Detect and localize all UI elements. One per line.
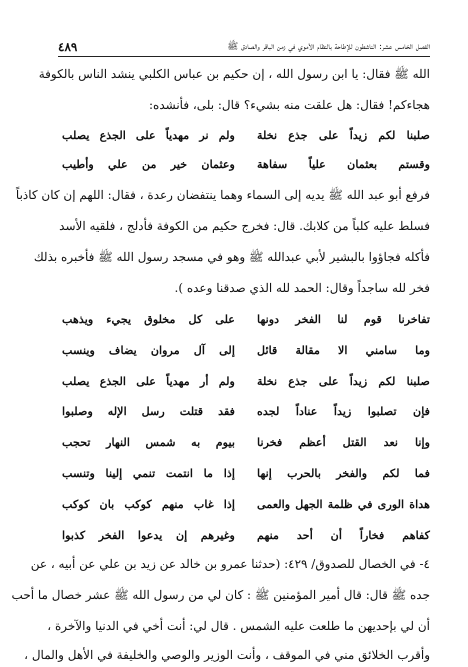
- verse-first-hemistich: تفاخرنا قوم لنا الفخر دونها: [257, 312, 430, 326]
- poem-verse: [62, 466, 430, 480]
- verse-second-hemistich: بيوم به شمس النهار تحجب: [62, 435, 235, 449]
- verse-second-hemistich: فقد قتلت رسل الإله وصلبوا: [62, 404, 235, 418]
- verse-first-hemistich: وإنا نعد القتل أعظم فخرنا: [257, 435, 430, 449]
- poem-verse: [62, 128, 430, 142]
- verse-second-hemistich: على كل مخلوق يجيء ويذهب: [62, 312, 235, 326]
- paragraph-line: وأقرب الخلائق مني في الموقف ، وأنت الوزير والوصي والخليفة في الأهل والمال ،: [24, 648, 430, 662]
- paragraph-line: أن لي بإحديهن ما طلعت عليه الشمس . قال لي: أنت أخي في الدنيا والآخرة ،: [47, 619, 430, 633]
- poem-verse: [62, 157, 430, 171]
- verse-first-hemistich: صلبنا لكم زيداً على جذع نخلة: [257, 374, 430, 388]
- paragraph-line: فرفع أبو عبد الله ﷺ يديه إلى السماء وهما ينتفضان رعدة ، فقال: اللهم إن كان كاذباً: [15, 188, 430, 202]
- verse-second-hemistich: وعثمان خير من علي وأطيب: [62, 157, 235, 171]
- verse-second-hemistich: ولم نر مهدياً على الجذع يصلب: [62, 128, 235, 142]
- verse-second-hemistich: إذا ما انتمت تنمي إلينا وتنسب: [62, 466, 235, 480]
- verse-second-hemistich: إلى آل مروان يضاف وينسب: [62, 343, 235, 357]
- verse-first-hemistich: فما لكم والفخر بالحرب إنها: [257, 466, 430, 480]
- paragraph-line: فسلط عليه كلباً من كلابك. قال: فخرج حكيم من الكوفة فأدلج ، فلقيه الأسد: [59, 219, 430, 233]
- verse-second-hemistich: ولم أر مهدياً على الجذع يصلب: [62, 374, 235, 388]
- poem-verse: [62, 374, 430, 388]
- page-number: ٤٨٩: [58, 40, 78, 54]
- page-header: [58, 38, 430, 57]
- verse-first-hemistich: وقستم بعثمان علياً سفاهة: [257, 157, 430, 171]
- verse-second-hemistich: وغيرهم إن يدعوا الفخر كذبوا: [62, 528, 235, 542]
- running-title: الفصل الخامس عشر: الناشطون للإطاحة بالنظام الأموي في زمن الباقر والصادق ﷺ: [227, 42, 430, 52]
- paragraph-line: فخر لله ساجداً وقال: الحمد لله الذي صدقنا وعده ).: [174, 281, 430, 295]
- verse-first-hemistich: كفاهم فخاراً أن أحد منهم: [257, 528, 430, 542]
- paragraph-line: ٤- في الخصال للصدوق/ ٤٢٩: (حدثنا عمرو بن خالد عن زيد بن علي عن أبيه ، عن: [30, 557, 430, 571]
- poem-verse: [62, 528, 430, 542]
- poem-verse: [62, 404, 430, 418]
- poem-verse: [62, 343, 430, 357]
- paragraph-line: فأكله فجاؤوا بالبشير لأبي عبدالله ﷺ وهو في مسجد رسول الله ﷺ فأخبره بذلك: [33, 250, 430, 264]
- paragraph-line: هجاءكم! فقال: هل علقت منه بشيء؟ قال: بلى، فأنشده:: [149, 98, 430, 112]
- poem-verse: [62, 497, 430, 511]
- poem-verse: [62, 312, 430, 326]
- paragraph-line: جده ﷺ قال: قال أمير المؤمنين ﷺ : كان لي من رسول الله ﷺ عشر خصال ما أحب: [11, 588, 430, 602]
- paragraph-line: الله ﷺ فقال: يا ابن رسول الله ، إن حكيم بن عباس الكلبي ينشد الناس بالكوفة: [38, 67, 430, 81]
- verse-first-hemistich: وما سامني الا مقالة قائل: [257, 343, 430, 357]
- verse-first-hemistich: فإن تصلبوا زيداً عناداً لجده: [257, 404, 430, 418]
- verse-first-hemistich: هداة الورى في ظلمة الجهل والعمى: [257, 497, 430, 511]
- verse-second-hemistich: إذا غاب منهم كوكب بان كوكب: [62, 497, 235, 511]
- verse-first-hemistich: صلبنا لكم زيداً على جذع نخلة: [257, 128, 430, 142]
- poem-verse: [62, 435, 430, 449]
